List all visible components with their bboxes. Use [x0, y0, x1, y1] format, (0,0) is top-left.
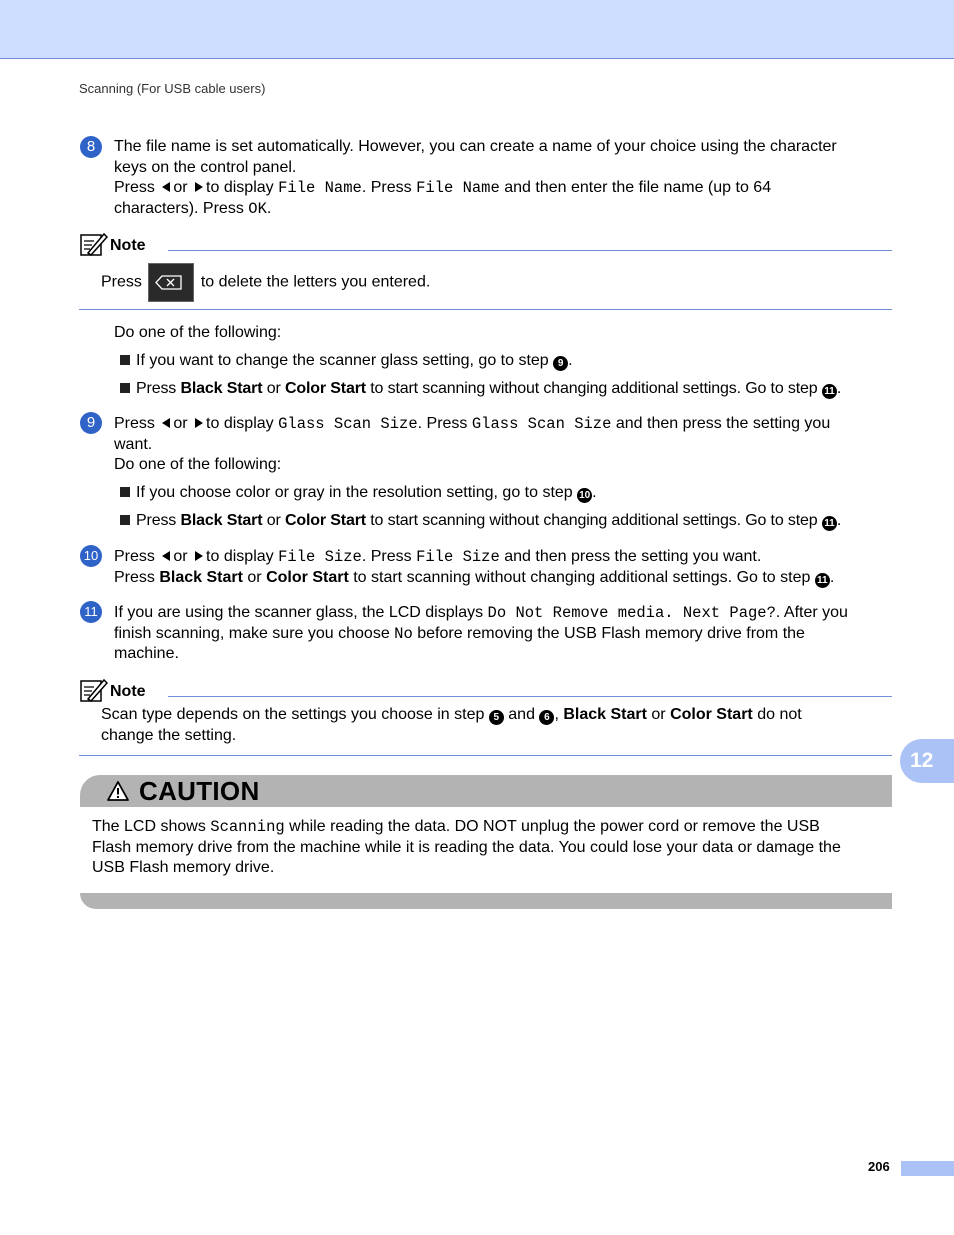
note-2-top-rule	[168, 696, 892, 697]
step-10-text	[114, 547, 894, 588]
step-9-option-1: If you choose color or gray in the resolution setting, go to step 10 .	[120, 483, 900, 504]
page-tab	[901, 1161, 954, 1176]
note-pencil-icon	[80, 231, 108, 257]
step-8-line3: Press or to display File Name. Press File Name and then enter the file name (up to 64	[114, 179, 772, 197]
step-9-option-2: Press Black Start or Color Start to start scanning without changing additional settings. Go to step 11 .	[120, 511, 900, 532]
step-8-options-intro: Do one of the following:	[114, 324, 282, 341]
step-ref-icon: 9	[553, 356, 568, 371]
note-2-text	[101, 705, 881, 746]
note-1-bottom-rule	[79, 309, 892, 310]
step-number-11: 11	[80, 601, 102, 623]
left-arrow-icon	[162, 418, 170, 428]
left-arrow-icon	[162, 182, 170, 192]
caution-line1: The LCD shows Scanning while reading the data. DO NOT unplug the power cord or remove the USB	[92, 818, 820, 836]
caution-line2: Flash memory drive from the machine while it is reading the data. You could lose your data or damage the	[92, 838, 841, 856]
step-ref-icon: 11	[822, 384, 837, 399]
step-9-line1: Press or to display Glass Scan Size. Press Glass Scan Size and then press the setting you	[114, 415, 831, 433]
header-band	[0, 0, 954, 59]
note-2-label: Note	[110, 683, 146, 700]
step-ref-icon: 5	[489, 710, 504, 725]
step-ref-icon: 11	[822, 516, 837, 531]
right-arrow-icon	[195, 418, 203, 428]
step-11-line2: finish scanning, make sure you choose No before removing the USB Flash memory drive from the	[114, 624, 805, 643]
warning-icon	[107, 781, 129, 801]
step-8-line4: characters). Press OK.	[114, 199, 272, 218]
note-2-line2: change the setting.	[101, 726, 237, 744]
caution-body	[92, 817, 892, 879]
note-pencil-icon	[80, 677, 108, 703]
step-8-line1: The file name is set automatically. However, you can create a name of your choice using the character	[114, 138, 837, 155]
step-ref-icon: 6	[539, 710, 554, 725]
step-8-option-2: Press Black Start or Color Start to start scanning without changing additional settings. Go to step 11 .	[120, 379, 900, 400]
step-9-line2: want.	[114, 435, 153, 453]
bullet-icon	[120, 355, 130, 365]
step-ref-icon: 11	[815, 573, 830, 588]
step-8-text	[114, 137, 894, 219]
note-2-line1: Scan type depends on the settings you choose in step 5 and 6 , Black Start or Color Start do not	[101, 706, 802, 723]
bullet-icon	[120, 487, 130, 497]
step-11-text	[114, 603, 894, 665]
right-arrow-icon	[195, 182, 203, 192]
page-number: 206	[868, 1159, 890, 1174]
step-9-text	[114, 414, 894, 476]
caution-header	[80, 775, 892, 807]
note-1-text: Press to delete the letters you entered.	[101, 263, 881, 302]
step-11-line3: machine.	[114, 645, 179, 662]
note-1-label: Note	[110, 237, 146, 254]
caution-title: CAUTION	[139, 776, 260, 806]
bullet-icon	[120, 383, 130, 393]
step-9-line3: Do one of the following:	[114, 456, 282, 473]
chapter-tab: 12	[900, 739, 954, 783]
running-head: Scanning (For USB cable users)	[79, 81, 266, 96]
step-11-line1: If you are using the scanner glass, the LCD displays Do Not Remove media. Next Page?. After you	[114, 604, 848, 622]
right-arrow-icon	[195, 551, 203, 561]
caution-footer-bar	[80, 893, 892, 909]
left-arrow-icon	[162, 551, 170, 561]
caution-line3: USB Flash memory drive.	[92, 859, 275, 876]
bullet-icon	[120, 515, 130, 525]
step-ref-icon: 10	[579, 490, 591, 501]
backspace-key-icon	[148, 263, 194, 302]
note-2-bottom-rule	[79, 755, 892, 756]
step-8-option-1: If you want to change the scanner glass setting, go to step 9 .	[120, 351, 900, 372]
backspace-icon	[149, 264, 193, 301]
step-number-10: 10	[80, 545, 102, 567]
step-number-9: 9	[80, 412, 102, 434]
step-8-line2: keys on the control panel.	[114, 158, 297, 176]
step-10-line2: Press Black Start or Color Start to start scanning without changing additional settings. Go to step 11 .	[114, 568, 835, 586]
step-10-line1: Press or to display File Size. Press File Size and then press the setting you want.	[114, 548, 762, 566]
note-1-top-rule	[168, 250, 892, 251]
step-number-8: 8	[80, 136, 102, 158]
